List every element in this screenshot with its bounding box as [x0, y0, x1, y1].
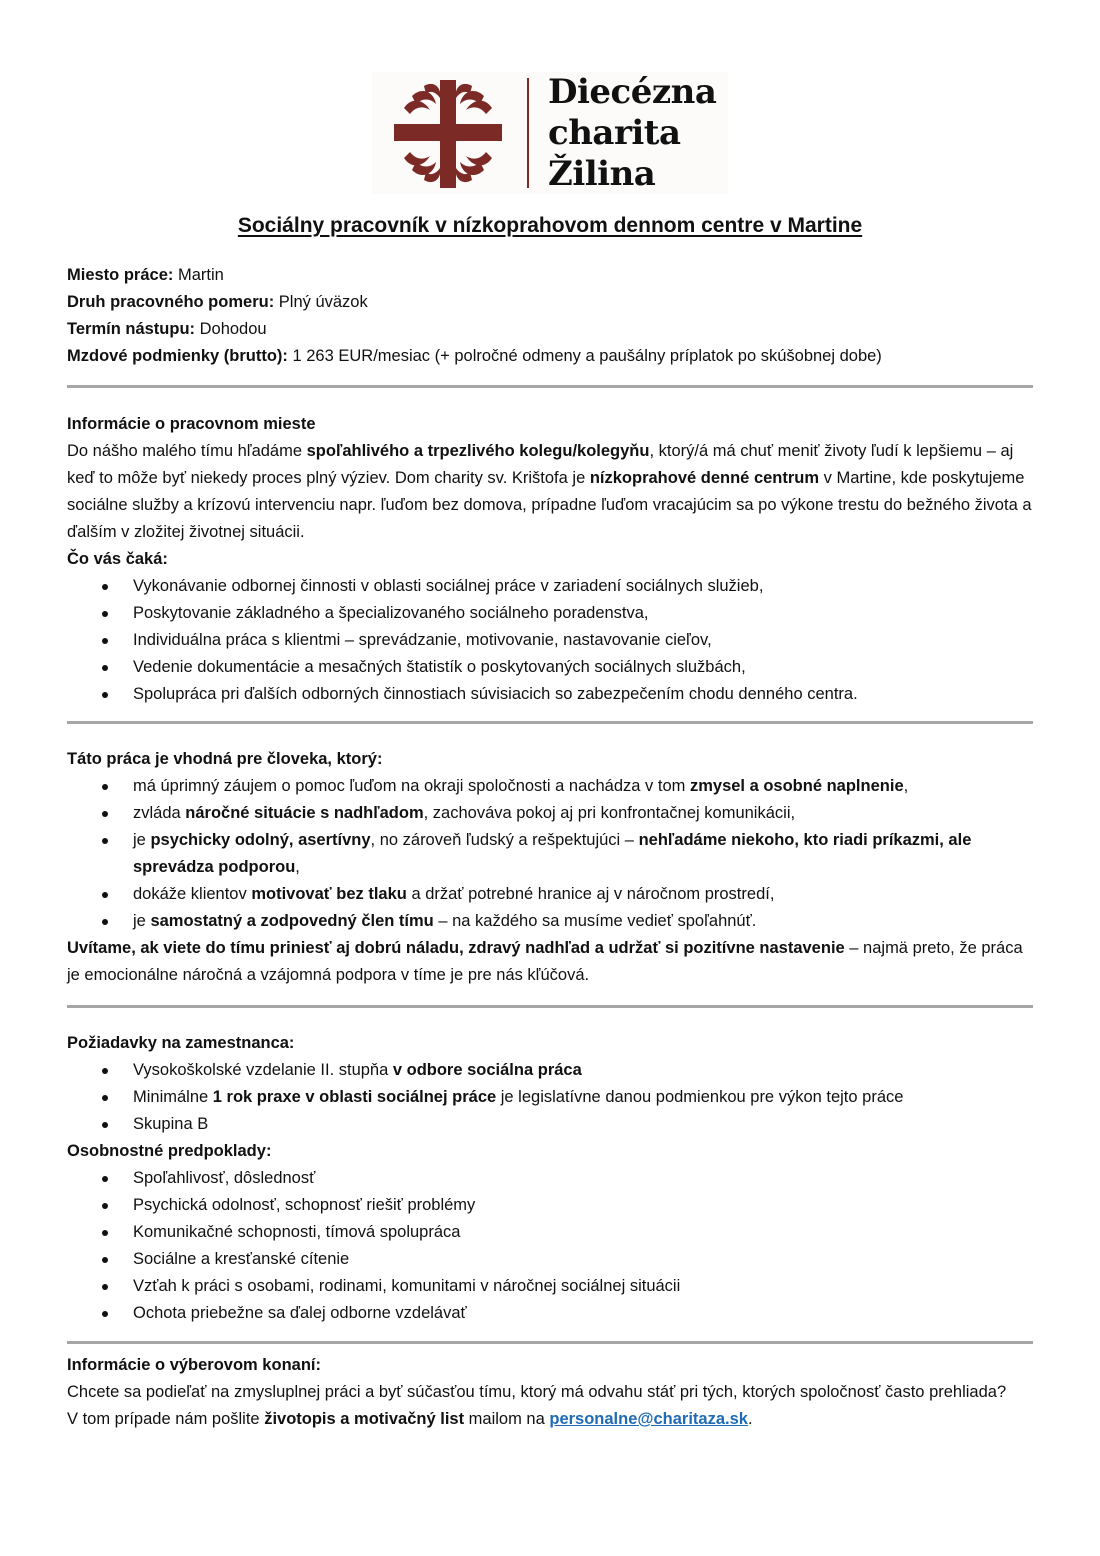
- text: má úprimný záujem o pomoc ľuďom na okraji spoločnosti a nachádza v tom: [133, 777, 690, 795]
- caritas-cross-icon: [390, 78, 506, 190]
- list-item: [67, 1084, 1033, 1111]
- duties-list: [67, 573, 1033, 708]
- org-name-line2: charita: [548, 113, 681, 153]
- list-item: [67, 827, 1033, 881]
- text: , ktorý/á má chuť meniť životy ľudí k lepšiemu – aj keď to môže byť niekedy proces plný výziev. Dom charity sv. Krištofa je: [67, 442, 1014, 487]
- summary-label: Termín nástupu:: [67, 320, 196, 338]
- bold-text: spoľahlivého a trpezlivého kolegu/kolegyňu: [306, 442, 650, 460]
- summary-employment-type: [67, 289, 1033, 316]
- cta-text: .: [747, 1410, 753, 1428]
- bold-text: zmysel a osobné naplnenie: [689, 777, 904, 795]
- email-link[interactable]: personalne@charitaza.sk: [549, 1410, 748, 1428]
- list-item: [67, 881, 1033, 908]
- text: je: [133, 912, 151, 930]
- text: ,: [295, 858, 300, 876]
- suitable-heading: Táto práca je vhodná pre človeka, ktorý:: [67, 750, 383, 768]
- summary-value: Plný úväzok: [274, 293, 368, 311]
- text: a držať potrebné hranice aj v náročnom prostredí,: [406, 885, 775, 903]
- cta-text: mailom na: [464, 1410, 550, 1428]
- list-item: Vzťah k práci s osobami, rodinami, komunitami v náročnej sociálnej situácii: [67, 1273, 1033, 1300]
- cta-documents: životopis a motivačný list: [264, 1410, 465, 1428]
- bold-text: Uvítame, ak viete do tímu priniesť aj dobrú náladu, zdravý nadhľad a udržať si pozitívne nastavenie: [67, 939, 845, 957]
- org-name-line1: Diecézna: [548, 72, 717, 112]
- bold-text: psychicky odolný, asertívny: [150, 831, 371, 849]
- text: zvláda: [133, 804, 186, 822]
- selection-question: Chcete sa podieľať na zmysluplnej práci a byť súčasťou tímu, ktorý má odvahu stáť pri tých, ktorých spoločnosť často prehliada?: [67, 1383, 1007, 1401]
- text: v Martine, kde poskytujeme sociálne služby a krízovú intervenciu napr. ľuďom bez domova, prípadne ľuďom vracajúcim sa po výkone trestu do bežného života a ďalším v zložitej životnej situácii.: [67, 469, 1032, 541]
- list-item: Sociálne a kresťanské cítenie: [67, 1246, 1033, 1273]
- text: , no zároveň ľudský a rešpektujúci –: [370, 831, 639, 849]
- summary-value: Martin: [173, 266, 224, 284]
- text: Vysokoškolské vzdelanie II. stupňa: [133, 1061, 393, 1079]
- job-title: Sociálny pracovník v nízkoprahovom dennom centre v Martine: [237, 214, 863, 237]
- cta-text: V tom prípade nám pošlite: [67, 1410, 265, 1428]
- list-item: Spoľahlivosť, dôslednosť: [67, 1165, 1033, 1192]
- section-divider: [67, 1341, 1033, 1344]
- organization-logo: [372, 72, 728, 194]
- bold-text: v odbore sociálna práca: [392, 1061, 582, 1079]
- list-item: Vedenie dokumentácie a mesačných štatistík o poskytovaných sociálnych službách,: [67, 654, 1033, 681]
- list-item: [67, 908, 1033, 935]
- list-item: Poskytovanie základného a špecializovaného sociálneho poradenstva,: [67, 600, 1033, 627]
- text: – na každého sa musíme vedieť spoľahnúť.: [433, 912, 757, 930]
- selection-section: [67, 1352, 1033, 1433]
- bold-text: samostatný a zodpovedný člen tímu: [150, 912, 434, 930]
- section-divider: [67, 721, 1033, 724]
- summary-label: Miesto práce:: [67, 266, 174, 284]
- summary-label: Druh pracovného pomeru:: [67, 293, 275, 311]
- selection-cta: [67, 1406, 1033, 1433]
- list-item: [67, 773, 1033, 800]
- summary-value: 1 263 EUR/mesiac (+ polročné odmeny a paušálny príplatok po skúšobnej dobe): [287, 347, 882, 365]
- list-item: Komunikačné schopnosti, tímová spolupráca: [67, 1219, 1033, 1246]
- personal-heading: Osobnostné predpoklady:: [67, 1142, 272, 1160]
- list-item: Vykonávanie odbornej činnosti v oblasti sociálnej práce v zariadení sociálnych služieb,: [67, 573, 1033, 600]
- text: – najmä preto, že práca je emocionálne náročná a vzájomná podpora v tíme je pre nás kľúčová.: [67, 939, 1023, 984]
- suitable-section: [67, 746, 1033, 989]
- bold-text: motivovať bez tlaku: [251, 885, 407, 903]
- job-info-section: [67, 411, 1033, 708]
- summary-location: [67, 262, 1033, 289]
- bold-text: nízkoprahové denné centrum: [589, 469, 820, 487]
- job-info-intro: [67, 438, 1033, 546]
- section-divider: [67, 1005, 1033, 1008]
- section-divider: [67, 385, 1033, 388]
- summary-value: Dohodou: [195, 320, 267, 338]
- organization-name: [548, 72, 716, 195]
- list-item: [67, 1057, 1033, 1084]
- requirements-list: [67, 1057, 1033, 1138]
- list-item: Spolupráca pri ďalších odborných činnostiach súvisiacich so zabezpečením chodu denného centra.: [67, 681, 1033, 708]
- duties-heading: Čo vás čaká:: [67, 550, 168, 568]
- selection-heading: Informácie o výberovom konaní:: [67, 1356, 321, 1374]
- list-item: Ochota priebežne sa ďalej odborne vzdelávať: [67, 1300, 1033, 1327]
- list-item: Psychická odolnosť, schopnosť riešiť problémy: [67, 1192, 1033, 1219]
- bold-text: nehľadáme niekoho, kto riadi príkazmi, ale sprevádza podporou: [133, 831, 972, 876]
- bold-text: 1 rok praxe v oblasti sociálnej práce: [212, 1088, 497, 1106]
- job-summary: [67, 262, 1033, 370]
- requirements-heading: Požiadavky na zamestnanca:: [67, 1034, 295, 1052]
- list-item: Individuálna práca s klientmi – sprevádzanie, motivovanie, nastavovanie cieľov,: [67, 627, 1033, 654]
- text: dokáže klientov: [133, 885, 252, 903]
- text: Do nášho malého tímu hľadáme: [67, 442, 307, 460]
- job-info-heading: Informácie o pracovnom mieste: [67, 415, 316, 433]
- suitable-list: [67, 773, 1033, 935]
- text: je: [133, 831, 151, 849]
- personal-list: [67, 1165, 1033, 1327]
- suitable-closing: [67, 935, 1033, 989]
- text: Minimálne: [133, 1088, 213, 1106]
- text: , zachováva pokoj aj pri konfrontačnej komunikácii,: [423, 804, 796, 822]
- requirements-section: [67, 1030, 1033, 1327]
- list-item: [67, 1111, 1033, 1138]
- text: je legislatívne danou podmienkou pre výkon tejto práce: [496, 1088, 904, 1106]
- summary-salary: [67, 343, 1033, 370]
- summary-start-date: [67, 316, 1033, 343]
- summary-label: Mzdové podmienky (brutto):: [67, 347, 288, 365]
- bold-text: náročné situácie s nadhľadom: [185, 804, 424, 822]
- org-name-line3: Žilina: [548, 154, 656, 194]
- list-item: [67, 800, 1033, 827]
- logo-divider: [527, 78, 529, 188]
- text: ,: [903, 777, 909, 795]
- text: Skupina B: [133, 1115, 209, 1133]
